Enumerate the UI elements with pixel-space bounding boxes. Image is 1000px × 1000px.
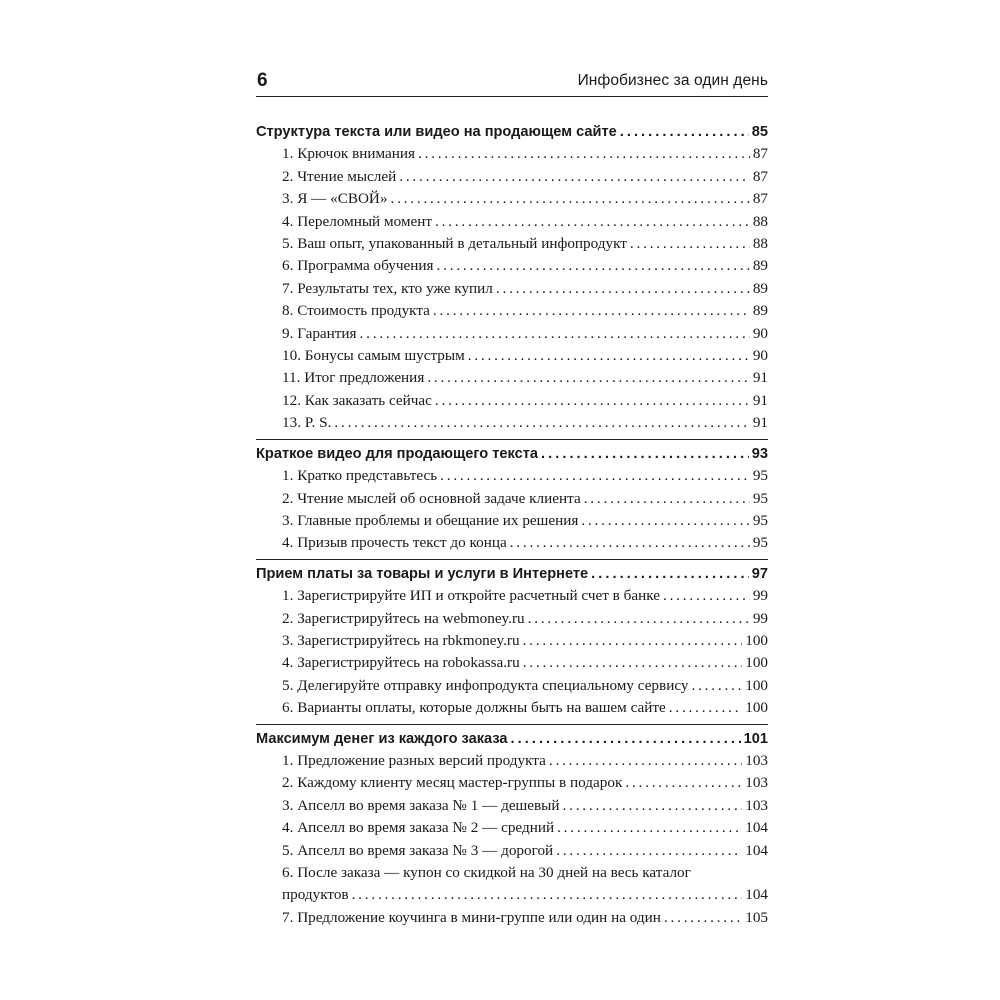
toc-entry-title: 13. P. S. [282, 414, 332, 432]
toc-entry[interactable] [256, 817, 768, 839]
toc-entry[interactable] [256, 390, 768, 412]
toc-entry-page: 87 [752, 167, 768, 185]
toc-entry-title: 1. Кратко представьтесь [282, 467, 438, 485]
toc-entry[interactable] [256, 510, 768, 532]
toc-entry-page: 88 [752, 235, 768, 253]
toc-leader-dots [435, 390, 750, 412]
toc-entry-page: 95 [752, 534, 768, 552]
toc-leader-dots [433, 300, 750, 322]
toc-entry-page: 100 [745, 699, 768, 717]
toc-leader-dots [523, 652, 743, 674]
toc-entry-page: 87 [752, 190, 768, 208]
toc-entry-page: 91 [752, 391, 768, 409]
toc-entry-title: 2. Чтение мыслей [282, 167, 397, 185]
toc-entry-page: 88 [752, 212, 768, 230]
toc-leader-dots [563, 795, 743, 817]
toc-entry[interactable] [256, 166, 768, 188]
toc-leader-dots [390, 188, 749, 210]
toc-entry-title: 1. Предложение разных версий продукта [282, 751, 546, 769]
toc-section [256, 440, 768, 560]
toc-entry[interactable] [256, 211, 768, 233]
toc-entry-page: 95 [752, 467, 768, 485]
toc-entry-page: 89 [752, 257, 768, 275]
toc-leader-dots [620, 121, 749, 143]
toc-entry-title: 3. Апселл во время заказа № 1 — дешевый [282, 796, 560, 814]
toc-entry-title: 3. Зарегистрируйтесь на rbkmoney.ru [282, 631, 520, 649]
toc-leader-dots [528, 608, 750, 630]
toc-entry-page: 90 [752, 324, 768, 342]
toc-leader-dots [557, 817, 742, 839]
toc-leader-dots [496, 278, 750, 300]
toc-entry-title-continued: продуктов [282, 886, 349, 904]
toc-leader-dots [581, 510, 749, 532]
toc-leader-dots [625, 772, 742, 794]
toc-leader-dots [511, 728, 741, 750]
toc-entry-title: 1. Зарегистрируйте ИП и откройте расчетный счет в банке [282, 587, 660, 605]
toc-entry-page: 95 [752, 489, 768, 507]
toc-entry-title: 6. После заказа — купон со скидкой на 30 дней на весь каталог [282, 864, 691, 881]
toc-entry-page: 89 [752, 279, 768, 297]
toc-entry[interactable] [256, 630, 768, 652]
toc-entry[interactable] [256, 585, 768, 607]
toc-entry-title: 6. Программа обучения [282, 257, 434, 275]
toc-leader-dots [418, 143, 750, 165]
toc-entry-title: 8. Стоимость продукта [282, 302, 430, 320]
toc-entry[interactable] [256, 255, 768, 277]
toc-entry[interactable] [256, 652, 768, 674]
toc-entry-page: 105 [745, 908, 768, 926]
toc-leader-dots [541, 443, 749, 465]
toc-entry-title: 5. Делегируйте отправку инфопродукта специальному сервису [282, 676, 689, 694]
toc-heading-page: 85 [751, 124, 768, 140]
toc-entry-page: 100 [745, 631, 768, 649]
toc-entry[interactable] [256, 465, 768, 487]
toc-section [256, 560, 768, 725]
toc-heading-title: Краткое видео для продающего текста [256, 445, 539, 462]
toc-entry[interactable] [256, 772, 768, 794]
toc-entry-title: 2. Чтение мыслей об основной задаче клиента [282, 489, 581, 507]
toc-entry-title: 3. Я — «СВОЙ» [282, 190, 388, 208]
toc-entry-page: 104 [745, 841, 768, 859]
toc-leader-dots [556, 840, 742, 862]
page-number: 6 [257, 70, 268, 91]
toc-entry[interactable] [256, 750, 768, 772]
toc-entry-title: 4. Призыв прочесть текст до конца [282, 534, 507, 552]
toc-entry-page: 99 [752, 609, 768, 627]
toc-leader-dots [360, 323, 750, 345]
toc-entry-title: 4. Зарегистрируйтесь на robokassa.ru [282, 654, 520, 672]
toc-leader-dots [399, 166, 750, 188]
toc-heading-page: 97 [751, 565, 768, 582]
toc-entry-title: 1. Крючок внимания [282, 145, 416, 163]
toc-entry-title: 9. Гарантия [282, 324, 357, 342]
toc-entry-page: 104 [745, 886, 768, 904]
toc-heading-page: 101 [743, 730, 768, 747]
toc-section-heading[interactable] [256, 563, 768, 585]
toc-entry-page: 87 [752, 145, 768, 163]
toc-entry-title: 2. Каждому клиенту месяц мастер-группы в подарок [282, 774, 623, 792]
toc-section [256, 725, 768, 934]
toc-leader-dots [435, 211, 750, 233]
toc-entry-page: 99 [752, 587, 768, 605]
toc-leader-dots [437, 255, 750, 277]
running-title: Инфобизнес за один день [577, 72, 768, 89]
toc-entry-page: 89 [752, 302, 768, 320]
toc-entry-title: 4. Апселл во время заказа № 2 — средний [282, 819, 555, 837]
toc-entry[interactable] [256, 795, 768, 817]
toc-heading-page: 93 [751, 445, 768, 462]
toc-entry-title: 3. Главные проблемы и обещание их решения [282, 511, 579, 529]
toc-entry-title: 7. Результаты тех, кто уже купил [282, 279, 493, 297]
toc-leader-dots [440, 465, 750, 487]
toc-entry[interactable] [256, 233, 768, 255]
toc-heading-title: Прием платы за товары и услуги в Интернете [256, 565, 589, 582]
toc-leader-dots [630, 233, 750, 255]
toc-heading-title: Структура текста или видео на продающем сайте [256, 124, 617, 140]
toc-entry[interactable] [256, 532, 768, 554]
toc-leader-dots [510, 532, 750, 554]
toc-leader-dots [591, 563, 749, 585]
toc-entry[interactable] [256, 412, 768, 434]
toc-entry-page: 90 [752, 347, 768, 365]
toc-leader-dots [549, 750, 742, 772]
table-of-contents [256, 118, 768, 933]
toc-entry[interactable] [256, 367, 768, 389]
toc-entry-page: 103 [745, 796, 768, 814]
toc-entry-page: 91 [752, 414, 768, 432]
toc-heading-title: Максимум денег из каждого заказа [256, 730, 508, 747]
toc-entry[interactable] [256, 143, 768, 165]
toc-entry[interactable] [256, 862, 768, 907]
toc-leader-dots [523, 630, 743, 652]
toc-entry[interactable] [256, 488, 768, 510]
toc-section-heading[interactable] [256, 728, 768, 750]
toc-entry-title: 6. Варианты оплаты, которые должны быть на вашем сайте [282, 699, 666, 717]
toc-entry-title: 2. Зарегистрируйтесь на webmoney.ru [282, 609, 525, 627]
toc-entry-page: 91 [752, 369, 768, 387]
toc-leader-dots [584, 488, 750, 510]
toc-entry-page: 100 [745, 676, 768, 694]
toc-leader-dots [663, 585, 750, 607]
toc-entry[interactable] [256, 345, 768, 367]
toc-leader-dots [664, 907, 742, 929]
toc-entry-page: 103 [745, 751, 768, 769]
toc-entry-page: 100 [745, 654, 768, 672]
toc-entry-title: 12. Как заказать сейчас [282, 391, 432, 409]
toc-entry-page: 104 [745, 819, 768, 837]
toc-entry[interactable] [256, 840, 768, 862]
toc-entry[interactable] [256, 907, 768, 929]
toc-entry-title: 5. Апселл во время заказа № 3 — дорогой [282, 841, 554, 859]
toc-leader-dots [669, 697, 742, 719]
toc-entry-title: 11. Итог предложения [282, 369, 425, 387]
toc-section-heading[interactable] [256, 443, 768, 465]
toc-entry-page: 95 [752, 511, 768, 529]
toc-leader-dots [352, 884, 743, 906]
toc-entry[interactable] [256, 188, 768, 210]
toc-entry[interactable] [256, 323, 768, 345]
toc-entry[interactable] [256, 300, 768, 322]
toc-entry[interactable] [256, 697, 768, 719]
toc-leader-dots [468, 345, 750, 367]
page-header [256, 70, 768, 97]
toc-leader-dots [427, 367, 750, 389]
toc-leader-dots [334, 412, 749, 434]
toc-entry-title: 10. Бонусы самым шустрым [282, 347, 465, 365]
toc-section [256, 118, 768, 440]
toc-leader-dots [691, 675, 742, 697]
toc-entry-title: 4. Переломный момент [282, 212, 433, 230]
toc-entry-title: 5. Ваш опыт, упакованный в детальный инфопродукт [282, 235, 627, 253]
toc-entry[interactable] [256, 675, 768, 697]
toc-entry-title: 7. Предложение коучинга в мини-группе или один на один [282, 908, 661, 926]
toc-entry[interactable] [256, 278, 768, 300]
toc-entry[interactable] [256, 608, 768, 630]
toc-section-heading[interactable] [256, 121, 768, 143]
toc-entry-page: 103 [745, 774, 768, 792]
